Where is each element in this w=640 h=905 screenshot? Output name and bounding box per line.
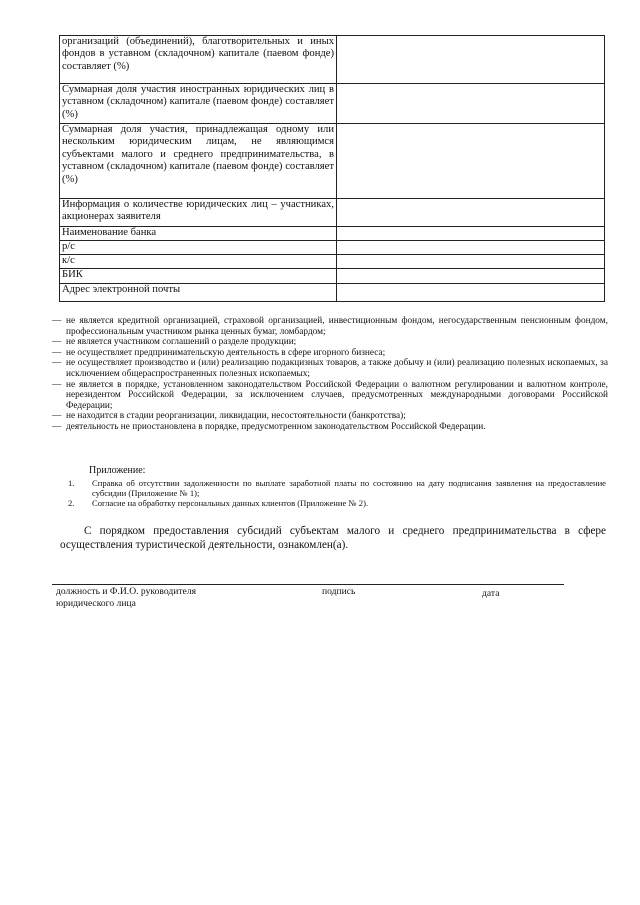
acknowledgement-paragraph: С порядком предоставления субсидий субъектам малого и среднего предпринимательства в сфере осуществления туристической деятельности, ознакомлен(а). bbox=[60, 525, 606, 551]
dash-bullet: — bbox=[52, 316, 62, 326]
table-row bbox=[60, 36, 605, 84]
list-item bbox=[52, 411, 608, 422]
row-label: организаций (объединений), благотворительных и иных фондов в уставном (складочном) капитале (паевом фонде) составляет (%) bbox=[60, 36, 337, 84]
row-value-field[interactable] bbox=[337, 255, 605, 269]
dash-bullet: — bbox=[52, 421, 62, 432]
row-label: Информация о количестве юридических лиц – участниках, акционерах заявителя bbox=[60, 199, 337, 227]
condition-text: не является участником соглашений о разделе продукции; bbox=[66, 337, 297, 348]
attachments-title: Приложение: bbox=[89, 465, 146, 476]
list-item bbox=[68, 478, 606, 498]
row-value-field[interactable] bbox=[337, 284, 605, 302]
condition-text: деятельность не приостановлена в порядке, предусмотренном законодательством Российской Федерации. bbox=[66, 421, 486, 432]
row-label: к/с bbox=[60, 255, 337, 269]
dash-bullet: — bbox=[52, 337, 62, 348]
row-value-field[interactable] bbox=[337, 199, 605, 227]
condition-text: не является в порядке, установленном законодательством Российской Федерации о валютном регулировании и валютном контроле, нерезидентом Российской Федерации, за исключением случаев, предусмотренных международными договорами Российской Федерации; bbox=[66, 379, 608, 411]
dash-bullet: — bbox=[52, 347, 62, 358]
list-item bbox=[52, 316, 608, 337]
row-label: Суммарная доля участия, принадлежащая одному или нескольким юридическим лицам, не являющимся субъектами малого и среднего предпринимательства, в уставном (складочном) капитале (паевом фонде) составляет (%) bbox=[60, 124, 337, 199]
row-label: Суммарная доля участия иностранных юридических лиц в уставном (складочном) капитале (паевом фонде) составляет (%) bbox=[60, 84, 337, 124]
applicant-info-table bbox=[59, 35, 605, 302]
table-row bbox=[60, 255, 605, 269]
list-item bbox=[52, 380, 608, 412]
eligibility-conditions-list bbox=[52, 316, 608, 433]
table-row bbox=[60, 124, 605, 199]
table-row bbox=[60, 199, 605, 227]
list-item bbox=[52, 358, 608, 379]
list-item bbox=[52, 422, 608, 433]
table-row bbox=[60, 84, 605, 124]
dash-bullet: — bbox=[52, 358, 62, 369]
condition-text: не осуществляет производство и (или) реализацию подакцизных товаров, а также добычу и (или) реализацию полезных ископаемых, за исключением общераспространенных полезных ископаемых; bbox=[66, 358, 608, 379]
row-value-field[interactable] bbox=[337, 269, 605, 284]
condition-text: не осуществляет предпринимательскую деятельность в сфере игорного бизнеса; bbox=[66, 347, 386, 358]
condition-text: не находится в стадии реорганизации, ликвидации, несостоятельности (банкротства); bbox=[66, 411, 406, 422]
attachment-text: Справка об отсутствии задолженности по выплате заработной платы по состоянию на дату подписания заявления на предоставление субсидии (Приложение № 1); bbox=[92, 478, 606, 498]
dash-bullet: — bbox=[52, 379, 62, 390]
row-label: БИК bbox=[60, 269, 337, 284]
row-value-field[interactable] bbox=[337, 124, 605, 199]
attachment-text: Согласие на обработку персональных данных клиентов (Приложение № 2). bbox=[92, 498, 369, 508]
row-value-field[interactable] bbox=[337, 227, 605, 241]
position-caption-line: юридического лица bbox=[56, 598, 136, 609]
signature-sign-caption: подпись bbox=[322, 586, 356, 597]
list-item bbox=[68, 498, 606, 508]
row-value-field[interactable] bbox=[337, 36, 605, 84]
table-row bbox=[60, 241, 605, 255]
attachments-list bbox=[68, 478, 606, 508]
row-label: р/с bbox=[60, 241, 337, 255]
row-label: Адрес электронной почты bbox=[60, 284, 337, 302]
signature-position-caption bbox=[56, 586, 196, 610]
row-value-field[interactable] bbox=[337, 241, 605, 255]
condition-text: не является кредитной организацией, страховой организацией, инвестиционным фондом, негосударственным пенсионным фондом, профессиональным участником рынка ценных бумаг, ломбардом; bbox=[66, 316, 608, 337]
signature-date-caption: дата bbox=[482, 588, 500, 599]
row-label: Наименование банка bbox=[60, 227, 337, 241]
attachment-number: 1. bbox=[68, 478, 75, 488]
position-caption-line: должность и Ф.И.О. руководителя bbox=[56, 586, 197, 597]
table-row bbox=[60, 284, 605, 302]
row-value-field[interactable] bbox=[337, 84, 605, 124]
list-item bbox=[52, 348, 608, 359]
dash-bullet: — bbox=[52, 411, 62, 422]
table-row bbox=[60, 227, 605, 241]
list-item bbox=[52, 337, 608, 348]
signature-line bbox=[52, 584, 564, 585]
table-row bbox=[60, 269, 605, 284]
attachment-number: 2. bbox=[68, 498, 75, 508]
